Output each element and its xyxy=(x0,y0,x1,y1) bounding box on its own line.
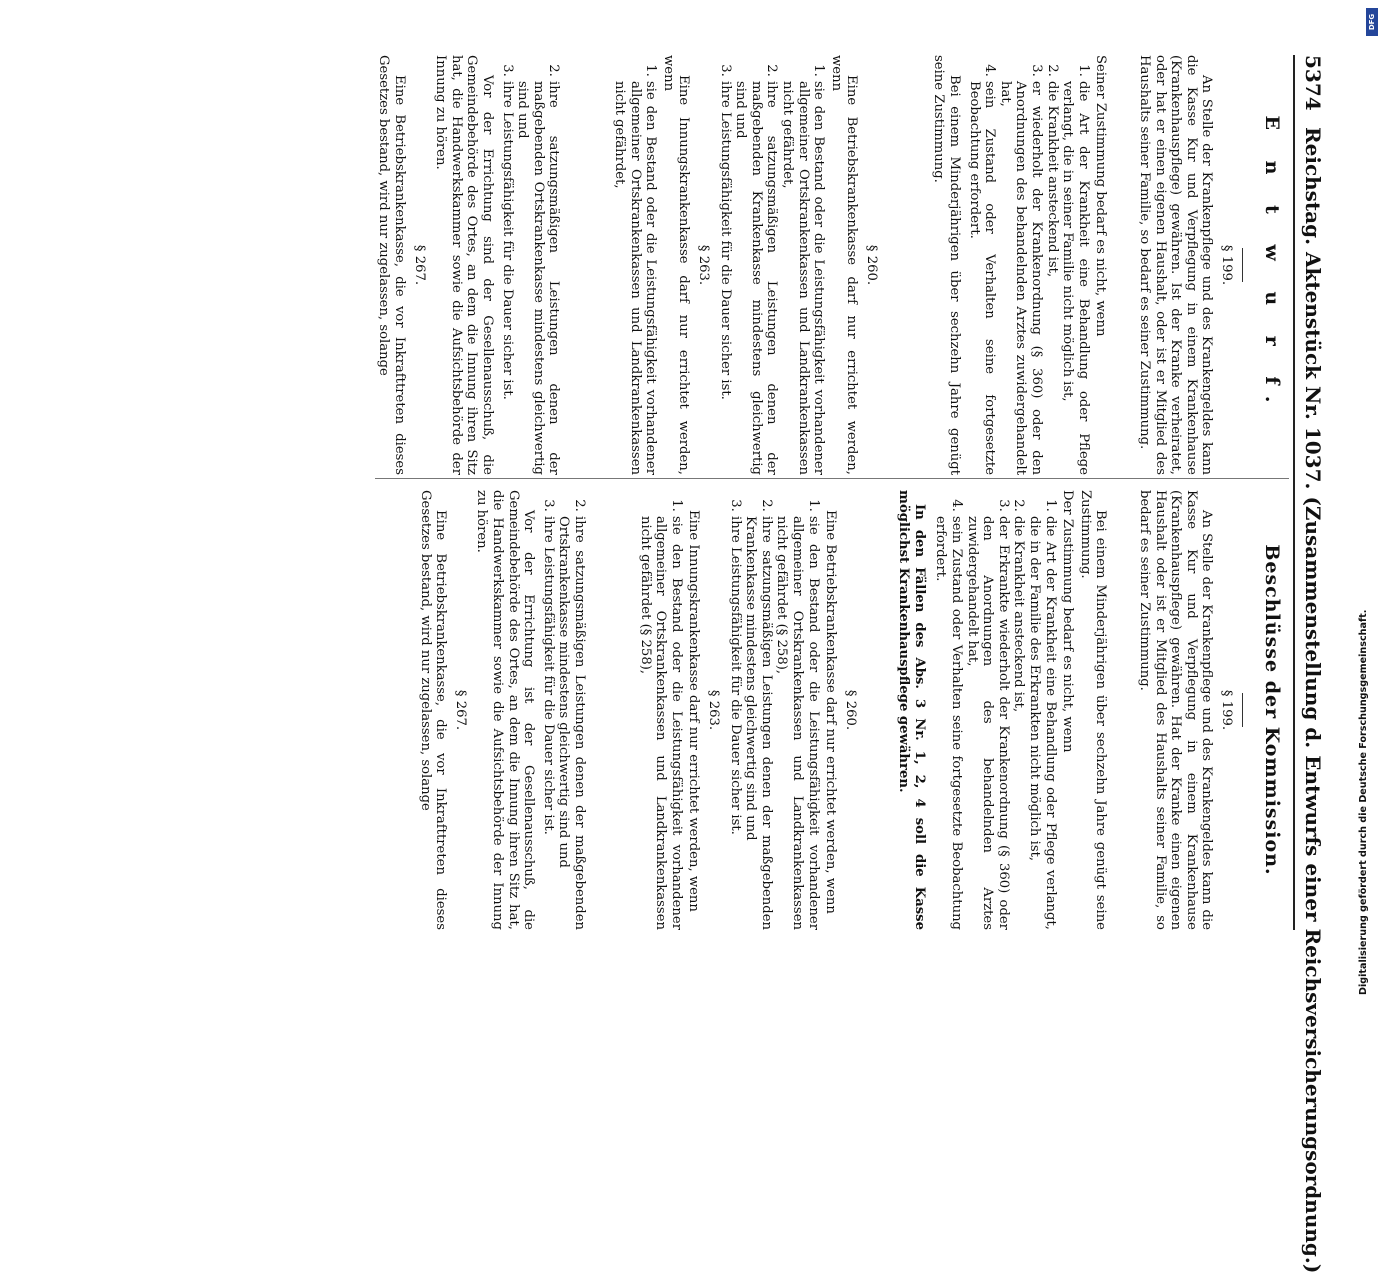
section-263-paragraph-2: Vor der Errichtung ist der Gesellenausschuß, die Gemeindebehörde des Ortes, an dem die Innung ihren Sitz hat, die Handwerkskammer sowie die Aufsichtsbehörde der Innung zu hören. xyxy=(474,490,537,930)
column-divider xyxy=(375,478,1289,479)
section-199-paragraph-2: Bei einem Minderjährigen über sechzehn Jahre genügt seine Zustimmung. xyxy=(1077,490,1109,930)
list-item: 2. ihre satzungsmäßigen Leistungen denen der maßgebenden Ortskrankenkasse mindestens gleichwertig sind und xyxy=(515,81,562,475)
section-263-number: § 263. xyxy=(705,689,721,731)
list-item: 1. die Art der Krankheit eine Behandlung oder Pflege verlangt, die in der Familie des Erkrankten nicht möglich ist, xyxy=(1026,516,1057,930)
column-title-entwurf: E n t w u r f. xyxy=(1261,115,1283,415)
list-item: 2. die Krankheit ansteckend ist, xyxy=(1044,81,1060,475)
list-item: 4. sein Zustand oder Verhalten seine fortgesetzte Beobachtung erfordert. xyxy=(933,516,964,930)
section-267-number: § 267. xyxy=(452,689,468,731)
dfg-logo xyxy=(1366,8,1378,36)
list-item: 1. sie den Bestand oder die Leistungsfähigkeit vorhandener allgemeiner Ortskrankenkassen und Landkrankenkassen nicht gefährdet, xyxy=(779,81,826,475)
section-263-paragraph-2: Vor der Errichtung sind der Gesellenausschuß, die Gemeindebehörde des Ortes, an dem die Innung ihren Sitz hat, die Handwerkskammer sowie die Aufsichtsbehörde der Innung zu hören. xyxy=(433,55,496,475)
list-item: 1. die Art der Krankheit eine Behandlung oder Pflege verlangt, die in seiner Familie nicht möglich ist, xyxy=(1060,81,1091,475)
section-199-paragraph-2: Seiner Zustimmung bedarf es nicht, wenn xyxy=(1093,55,1109,337)
page-title: Reichstag. Aktenstück Nr. 1037. (Zusammenstellung d. Entwurfs einer Reichsversicherungsordnung.) xyxy=(1301,127,1325,1273)
section-199-list xyxy=(966,55,1091,475)
section-260-number: § 260. xyxy=(863,244,879,286)
list-item: 2. ihre satzungsmäßigen Leistungen denen der maßgebenden Krankenkasse mindestens gleichwertig sind und xyxy=(733,81,780,475)
section-263-list-a xyxy=(611,55,658,475)
list-item: 3. ihre Leistungsfähigkeit für die Dauer sicher ist. xyxy=(499,81,515,475)
list-item: 3. er wiederholt der Krankenordnung (§ 360) oder den Anordnungen des behandelnden Arztes zuwidergehandelt hat, xyxy=(997,81,1044,475)
list-item: 3. ihre Leistungsfähigkeit für die Dauer sicher ist. xyxy=(717,81,733,475)
section-199-paragraph-3: Bei einem Minderjährigen über sechzehn Jahre genügt seine Zustimmung. xyxy=(931,55,963,475)
section-199-list xyxy=(933,490,1058,930)
section-260-list xyxy=(727,490,821,930)
page-header xyxy=(1293,55,1331,1273)
section-263-list-b xyxy=(499,55,561,475)
list-item: 2. die Krankheit ansteckend ist, xyxy=(1011,516,1027,930)
section-199-number: § 199. xyxy=(1219,244,1234,286)
section-263-intro: Eine Innungskrankenkasse darf nur errichtet werden, wenn xyxy=(686,510,702,912)
list-item: 4. sein Zustand oder Verhalten seine fortgesetzte Beobachtung erfordert. xyxy=(966,81,997,475)
section-199-paragraph-1: An Stelle der Krankenpflege und des Krankengeldes kann die Kasse Kur und Verpflegung in einem Krankenhause (Krankenhauspflege) gewähren. Ist der Kranke verheiratet, oder hat er einen eigenen Haushalt, oder ist er Mitglied des Haushalts seiner Familie, so bedarf es seiner Zustimmung. xyxy=(1137,55,1215,475)
column-kommission xyxy=(415,490,1283,930)
section-263-intro: Eine Innungskrankenkasse darf nur errichtet werden, wenn xyxy=(660,55,692,475)
section-199-paragraph-1: An Stelle der Krankenpflege und des Krankengeldes kann die Kasse Kur und Verpflegung in einem Krankenhause (Krankenhauspflege) gewähren. Hat der Kranke einen eigenen Haushalt oder ist er Mitglied des Haushalts seiner Familie, so bedarf es seiner Zustimmung. xyxy=(1137,490,1215,930)
page-number: 5374 xyxy=(1301,55,1325,111)
list-item: 2. ihre satzungsmäßigen Leistungen denen der maßgebenden Ortskrankenkasse mindestens gleichwertig sind und xyxy=(556,516,587,930)
section-267-number: § 267. xyxy=(411,244,427,286)
section-260-list xyxy=(717,55,826,475)
section-199-paragraph-4: In den Fällen des Abs. 3 Nr. 1, 2, 4 soll die Kasse möglichst Krankenhauspflege gewähren. xyxy=(896,490,927,930)
section-267-paragraph-1: Eine Betriebskrankenkasse, die vor Inkrafttreten dieses Gesetzes bestand, wird nur zugelassen, solange xyxy=(417,490,449,930)
list-item: 3. der Erkrankte wiederholt der Krankenordnung (§ 360) oder den Anordnungen des behandelnden Arztes zuwidergehandelt hat, xyxy=(964,516,1011,930)
column-title-kommission: Beschlüsse der Kommission. xyxy=(1261,544,1283,876)
title-rule xyxy=(1242,248,1243,282)
section-260-intro: Eine Betriebskrankenkasse darf nur errichtet werden, wenn xyxy=(828,55,860,475)
list-item: 3. ihre Leistungsfähigkeit für die Dauer sicher ist. xyxy=(540,516,556,930)
section-199-paragraph-3: Der Zustimmung bedarf es nicht, wenn xyxy=(1060,490,1076,753)
list-item: 3. ihre Leistungsfähigkeit für die Dauer sicher ist. xyxy=(727,516,743,930)
section-263-list-b xyxy=(540,490,587,930)
list-item: 1. sie den Bestand oder die Leistungsfähigkeit vorhandener allgemeiner Ortskrankenkassen und Landkrankenkassen nicht gefährdet (§ 258), xyxy=(774,516,821,930)
digitization-watermark: Digitalisierung gefördert durch die Deutsche Forschungsgemeinschaft. xyxy=(1358,609,1369,995)
section-263-list-a xyxy=(637,490,684,930)
section-263-number: § 263. xyxy=(695,244,711,286)
title-rule xyxy=(1242,693,1243,727)
section-260-intro: Eine Betriebskrankenkasse darf nur errichtet werden, wenn xyxy=(823,510,839,914)
section-260-number: § 260. xyxy=(842,689,858,731)
section-267-paragraph-1: Eine Betriebskrankenkasse, die vor Inkrafttreten dieses Gesetzes bestand, wird nur zugelassen, solange xyxy=(376,55,408,475)
dfg-logo-text: DFG xyxy=(1368,13,1376,31)
list-item: 2. ihre satzungsmäßigen Leistungen denen der maßgebenden Krankenkasse mindestens gleichwertig sind und xyxy=(743,516,774,930)
section-199-number: § 199. xyxy=(1219,689,1234,731)
list-item: 1. sie den Bestand oder die Leistungsfähigkeit vorhandener allgemeiner Ortskrankenkassen und Landkrankenkassen nicht gefährdet (§ 258), xyxy=(637,516,684,930)
list-item: 1. sie den Bestand oder die Leistungsfähigkeit vorhandener allgemeiner Ortskrankenkassen und Landkrankenkassen nicht gefährdet, xyxy=(611,81,658,475)
column-entwurf xyxy=(374,55,1283,475)
